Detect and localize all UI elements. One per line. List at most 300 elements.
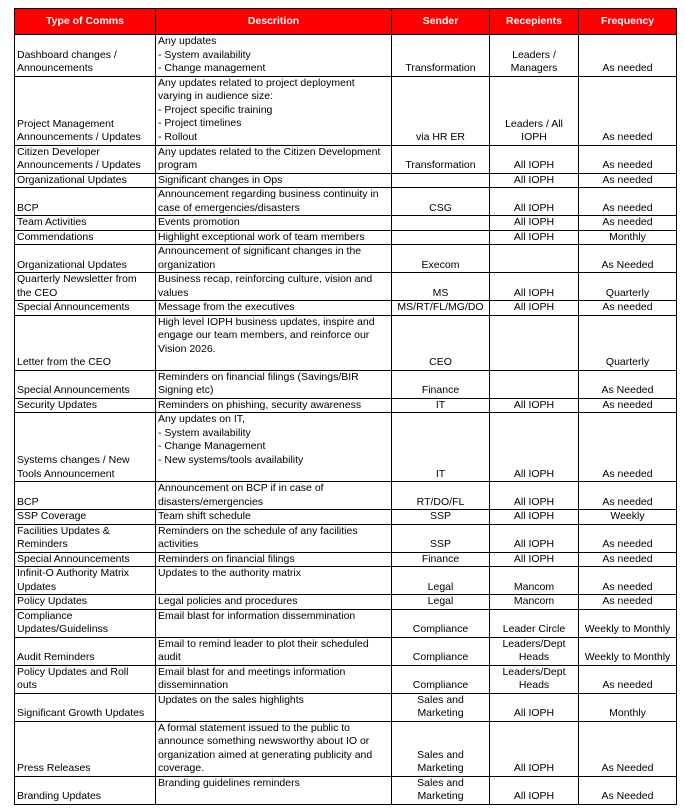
frequency-cell	[579, 552, 677, 567]
cell-line: program	[158, 159, 198, 171]
cell-line: Infinit-O Authority Matrix	[17, 567, 130, 579]
recipients-cell	[490, 370, 579, 398]
recipients-cell	[490, 567, 579, 595]
cell-line: Quarterly	[605, 356, 650, 368]
description-cell	[156, 301, 392, 316]
cell-line: SSP	[429, 538, 451, 550]
cell-line: Any updates	[158, 35, 217, 47]
cell-line: IT	[435, 398, 446, 411]
table-row	[15, 693, 677, 721]
cell-line: SSP	[429, 510, 451, 522]
cell-line: Significant Growth Updates	[17, 707, 145, 719]
recipients-cell	[490, 637, 579, 665]
cell-line: Legal	[427, 595, 454, 607]
cell-line: Project Management	[17, 117, 114, 130]
cell-line: Any updates on IT,	[158, 413, 245, 425]
cell-line: Legal	[427, 580, 454, 593]
frequency-cell	[579, 273, 677, 301]
cell-line: All IOPH	[513, 398, 555, 411]
table-row	[15, 35, 677, 77]
cell-line: Weekly to Monthly	[584, 651, 671, 663]
table-row	[15, 552, 677, 567]
type-cell	[15, 510, 156, 525]
type-cell	[15, 776, 156, 804]
frequency-cell	[579, 173, 677, 188]
table-row	[15, 609, 677, 637]
cell-line: As needed	[602, 679, 653, 691]
description-cell	[156, 510, 392, 525]
sender-cell	[392, 398, 490, 413]
recipients-cell	[490, 721, 579, 776]
cell-line: - Project timelines	[158, 117, 242, 129]
cell-line: Quarterly	[605, 286, 650, 299]
recipients-cell	[490, 301, 579, 316]
cell-line: Reminders on financial filings	[158, 552, 295, 565]
frequency-cell	[579, 398, 677, 413]
cell-line: Tools Announcement	[17, 467, 115, 480]
cell-line: All IOPH	[513, 286, 555, 299]
cell-line: disseminnation	[158, 679, 229, 691]
cell-line: Finance	[421, 552, 460, 565]
description-cell	[156, 315, 392, 370]
cell-line: Highlight exceptional work of team members	[158, 230, 365, 243]
cell-line: - New systems/tools availability	[158, 453, 304, 466]
frequency-cell	[579, 567, 677, 595]
comms-table-container	[14, 8, 677, 805]
cell-line: Announcement regarding business continuity in	[158, 188, 379, 200]
description-cell	[156, 721, 392, 776]
table-row	[15, 567, 677, 595]
cell-line: Systems changes / New	[17, 454, 130, 466]
cell-line: Vision 2026.	[158, 342, 216, 355]
sender-cell	[392, 510, 490, 525]
table-row	[15, 510, 677, 525]
table-row	[15, 188, 677, 216]
cell-line: - Rollout	[158, 130, 198, 143]
cell-line: - Project specific training	[158, 103, 273, 116]
description-cell	[156, 145, 392, 173]
type-cell	[15, 35, 156, 77]
cell-line: via HR ER	[415, 131, 465, 143]
description-cell	[156, 245, 392, 273]
cell-line: All IOPH	[513, 762, 555, 774]
cell-line: Business recap, reinforcing culture, vision and	[158, 273, 373, 285]
recipients-cell	[490, 216, 579, 231]
cell-line: Reminders on the schedule of any facilities	[158, 524, 358, 537]
description-cell	[156, 216, 392, 231]
cell-line: As needed	[602, 595, 653, 607]
table-row	[15, 776, 677, 804]
type-cell	[15, 188, 156, 216]
type-cell	[15, 301, 156, 316]
sender-cell	[392, 693, 490, 721]
cell-line: audit	[158, 651, 181, 663]
cell-line: Weekly to Monthly	[584, 623, 671, 635]
sender-cell	[392, 145, 490, 173]
cell-line: Branding Updates	[17, 790, 102, 802]
cell-line: engage our team members, and reinforce our	[158, 329, 370, 341]
sender-cell	[392, 273, 490, 301]
cell-line: Transformation	[405, 62, 476, 74]
cell-line: IT	[435, 467, 446, 480]
frequency-cell	[579, 301, 677, 316]
cell-line: Weekly	[610, 510, 645, 522]
sender-cell	[392, 665, 490, 693]
recipients-cell	[490, 398, 579, 413]
type-cell	[15, 245, 156, 273]
cell-line: Announcements / Updates	[17, 131, 141, 143]
sender-cell	[392, 370, 490, 398]
cell-line: All IOPH	[513, 301, 555, 313]
cell-line: Announcement on BCP if in case of	[158, 482, 324, 494]
table-row	[15, 76, 677, 145]
cell-line: Events promotion	[158, 216, 240, 228]
type-cell	[15, 76, 156, 145]
cell-line: Announcement of significant changes in the	[158, 245, 362, 257]
type-cell	[15, 637, 156, 665]
cell-line: As needed	[602, 398, 653, 411]
cell-line: MS/RT/FL/MG/DO	[397, 301, 484, 313]
description-cell	[156, 398, 392, 413]
sender-cell	[392, 230, 490, 245]
type-cell	[15, 173, 156, 188]
cell-line: Mancom	[513, 580, 555, 593]
cell-line: As needed	[602, 173, 653, 186]
recipients-cell	[490, 413, 579, 482]
cell-line: Transformation	[405, 159, 476, 171]
cell-line: As Needed	[601, 790, 654, 802]
cell-line: the CEO	[17, 286, 58, 299]
cell-line: As needed	[602, 495, 653, 508]
cell-line: All IOPH	[513, 790, 555, 802]
cell-line: Audit Reminders	[17, 651, 95, 663]
cell-line: Any updates related to the Citizen Development	[158, 145, 381, 158]
cell-line: CSG	[429, 201, 452, 214]
frequency-cell	[579, 510, 677, 525]
cell-line: Facilities Updates &	[17, 524, 110, 537]
cell-line: All IOPH	[513, 173, 555, 186]
description-cell	[156, 76, 392, 145]
cell-line: Reminders	[17, 538, 68, 550]
table-row	[15, 413, 677, 482]
cell-line: Dashboard changes /	[17, 48, 117, 61]
description-cell	[156, 273, 392, 301]
cell-line: All IOPH	[513, 538, 555, 550]
cell-line: Announcements	[17, 62, 93, 74]
description-cell	[156, 776, 392, 804]
cell-line: Significant changes in Ops	[158, 173, 283, 186]
recipients-cell	[490, 315, 579, 370]
cell-line: As needed	[602, 159, 653, 171]
sender-cell	[392, 35, 490, 77]
cell-line: Signing etc)	[158, 384, 214, 396]
table-row	[15, 245, 677, 273]
cell-line: Quarterly Newsletter from	[17, 273, 137, 285]
recipients-cell	[490, 245, 579, 273]
sender-cell	[392, 776, 490, 804]
table-row	[15, 273, 677, 301]
frequency-cell	[579, 524, 677, 552]
cell-line: Updates/Guidelinss	[17, 623, 109, 635]
cell-line: organization	[158, 258, 216, 271]
type-cell	[15, 567, 156, 595]
cell-line: Marketing	[417, 790, 464, 802]
header-recipients: Recepients	[490, 9, 579, 35]
cell-line: Leaders/Dept	[502, 665, 566, 678]
cell-line: Organizational Updates	[17, 258, 127, 271]
cell-line: varying in audience size:	[158, 90, 273, 102]
sender-cell	[392, 637, 490, 665]
description-cell	[156, 637, 392, 665]
header-frequency: Frequency	[579, 9, 677, 35]
cell-line: Marketing	[417, 707, 464, 719]
cell-line: Compliance	[412, 623, 469, 635]
cell-line: Organizational Updates	[17, 173, 127, 186]
cell-line: All IOPH	[513, 707, 555, 719]
table-row	[15, 637, 677, 665]
table-row	[15, 398, 677, 413]
frequency-cell	[579, 230, 677, 245]
description-cell	[156, 188, 392, 216]
table-row	[15, 173, 677, 188]
cell-line: As needed	[602, 62, 653, 74]
cell-line: MS	[432, 286, 449, 299]
cell-line: Leaders/Dept	[502, 637, 566, 650]
frequency-cell	[579, 482, 677, 510]
recipients-cell	[490, 609, 579, 637]
table-header	[15, 9, 677, 35]
type-cell	[15, 273, 156, 301]
description-cell	[156, 370, 392, 398]
frequency-cell	[579, 693, 677, 721]
cell-line: activities	[158, 538, 199, 550]
header-row	[15, 9, 677, 35]
frequency-cell	[579, 145, 677, 173]
recipients-cell	[490, 665, 579, 693]
cell-line: - System availability	[158, 48, 251, 61]
recipients-cell	[490, 693, 579, 721]
type-cell	[15, 524, 156, 552]
cell-line: Special Announcements	[17, 301, 130, 313]
frequency-cell	[579, 370, 677, 398]
recipients-cell	[490, 188, 579, 216]
cell-line: Leader Circle	[502, 623, 566, 635]
cell-line: As Needed	[601, 258, 654, 271]
description-cell	[156, 524, 392, 552]
frequency-cell	[579, 609, 677, 637]
recipients-cell	[490, 35, 579, 77]
cell-line: BCP	[17, 495, 39, 508]
cell-line: Updates on the sales highlights	[158, 693, 304, 706]
cell-line: Reminders on financial filings (Savings/BIR	[158, 370, 359, 383]
cell-line: Branding guidelines reminders	[158, 776, 300, 789]
sender-cell	[392, 173, 490, 188]
table-body	[15, 35, 677, 805]
cell-line: Heads	[518, 679, 550, 691]
cell-line: Execom	[421, 258, 460, 271]
type-cell	[15, 398, 156, 413]
recipients-cell	[490, 173, 579, 188]
cell-line: Leaders /	[512, 48, 556, 61]
cell-line: Email blast for and meetings information	[158, 665, 346, 678]
recipients-cell	[490, 524, 579, 552]
description-cell	[156, 567, 392, 595]
recipients-cell	[490, 76, 579, 145]
cell-line: Policy Updates	[17, 595, 88, 607]
description-cell	[156, 609, 392, 637]
cell-line: As needed	[602, 467, 653, 480]
cell-line: Letter from the CEO	[17, 356, 111, 368]
cell-line: Managers	[510, 62, 558, 74]
sender-cell	[392, 188, 490, 216]
frequency-cell	[579, 413, 677, 482]
frequency-cell	[579, 35, 677, 77]
type-cell	[15, 609, 156, 637]
cell-line: High level IOPH business updates, inspire and	[158, 315, 375, 328]
cell-line: A formal statement issued to the public to	[158, 721, 351, 734]
table-row	[15, 524, 677, 552]
cell-line: Email blast for information dissemmination	[158, 609, 356, 622]
cell-line: values	[158, 286, 189, 299]
sender-cell	[392, 216, 490, 231]
recipients-cell	[490, 230, 579, 245]
table-row	[15, 301, 677, 316]
cell-line: As needed	[602, 131, 653, 143]
cell-line: All IOPH	[513, 216, 555, 228]
description-cell	[156, 693, 392, 721]
cell-line: CEO	[429, 356, 452, 368]
type-cell	[15, 413, 156, 482]
cell-line: Commendations	[17, 230, 94, 243]
cell-line: As needed	[602, 216, 653, 228]
frequency-cell	[579, 216, 677, 231]
cell-line: Press Releases	[17, 762, 91, 774]
cell-line: All IOPH	[513, 467, 555, 480]
cell-line: - Change management	[158, 62, 266, 74]
cell-line: Announcements / Updates	[17, 159, 141, 171]
header-type-of-comms: Type of Comms	[15, 9, 156, 35]
sender-cell	[392, 524, 490, 552]
cell-line: coverage.	[158, 762, 205, 774]
cell-line: As needed	[602, 538, 653, 550]
type-cell	[15, 482, 156, 510]
cell-line: As Needed	[601, 762, 654, 774]
cell-line: Policy Updates and Roll	[17, 665, 129, 678]
recipients-cell	[490, 482, 579, 510]
cell-line: - Change Management	[158, 440, 266, 452]
type-cell	[15, 315, 156, 370]
type-cell	[15, 595, 156, 610]
type-cell	[15, 230, 156, 245]
cell-line: All IOPH	[513, 495, 555, 508]
description-cell	[156, 173, 392, 188]
type-cell	[15, 216, 156, 231]
type-cell	[15, 721, 156, 776]
frequency-cell	[579, 188, 677, 216]
frequency-cell	[579, 595, 677, 610]
cell-line: outs	[17, 679, 37, 691]
recipients-cell	[490, 510, 579, 525]
type-cell	[15, 145, 156, 173]
cell-line: Finance	[421, 384, 460, 396]
frequency-cell	[579, 721, 677, 776]
cell-line: Monthly	[609, 707, 646, 719]
cell-line: Legal policies and procedures	[158, 595, 298, 607]
type-cell	[15, 370, 156, 398]
sender-cell	[392, 413, 490, 482]
description-cell	[156, 413, 392, 482]
cell-line: Sales and	[417, 748, 464, 761]
recipients-cell	[490, 595, 579, 610]
cell-line: RT/DO/FL	[416, 495, 465, 508]
frequency-cell	[579, 245, 677, 273]
cell-line: Special Announcements	[17, 384, 130, 396]
cell-line: Marketing	[417, 762, 464, 774]
cell-line: Updates to the authority matrix	[158, 567, 301, 579]
recipients-cell	[490, 273, 579, 301]
cell-line: Mancom	[513, 595, 555, 607]
description-cell	[156, 552, 392, 567]
type-cell	[15, 665, 156, 693]
frequency-cell	[579, 665, 677, 693]
cell-line: Compliance	[412, 651, 469, 663]
cell-line: All IOPH	[513, 201, 555, 214]
header-description: Descrition	[156, 9, 392, 35]
cell-line: As needed	[602, 580, 653, 593]
description-cell	[156, 35, 392, 77]
cell-line: Sales and	[417, 776, 464, 789]
sender-cell	[392, 76, 490, 145]
sender-cell	[392, 595, 490, 610]
cell-line: IOPH	[521, 131, 547, 143]
type-cell	[15, 693, 156, 721]
cell-line: All IOPH	[513, 159, 555, 171]
cell-line: Any updates related to project deployment	[158, 76, 355, 89]
header-sender: Sender	[392, 9, 490, 35]
table-row	[15, 315, 677, 370]
cell-line: Sales and	[417, 693, 464, 706]
sender-cell	[392, 609, 490, 637]
table-row	[15, 145, 677, 173]
cell-line: Email to remind leader to plot their scheduled	[158, 637, 369, 650]
cell-line: Leaders / All	[505, 117, 563, 130]
cell-line: Special Announcements	[17, 552, 130, 565]
cell-line: organization aimed at generating publicity and	[158, 748, 373, 761]
recipients-cell	[490, 776, 579, 804]
cell-line: All IOPH	[513, 510, 555, 522]
cell-line: Updates	[17, 580, 57, 593]
sender-cell	[392, 567, 490, 595]
cell-line: As needed	[602, 552, 653, 565]
table-row	[15, 230, 677, 245]
cell-line: SSP Coverage	[17, 510, 87, 522]
table-row	[15, 482, 677, 510]
frequency-cell	[579, 637, 677, 665]
cell-line: Team Activities	[17, 216, 87, 228]
frequency-cell	[579, 76, 677, 145]
sender-cell	[392, 315, 490, 370]
cell-line: As needed	[602, 201, 653, 214]
recipients-cell	[490, 145, 579, 173]
cell-line: As Needed	[601, 384, 654, 396]
description-cell	[156, 595, 392, 610]
cell-line: Compliance	[17, 609, 73, 622]
description-cell	[156, 230, 392, 245]
table-row	[15, 595, 677, 610]
sender-cell	[392, 482, 490, 510]
cell-line: All IOPH	[513, 230, 555, 243]
table-row	[15, 370, 677, 398]
